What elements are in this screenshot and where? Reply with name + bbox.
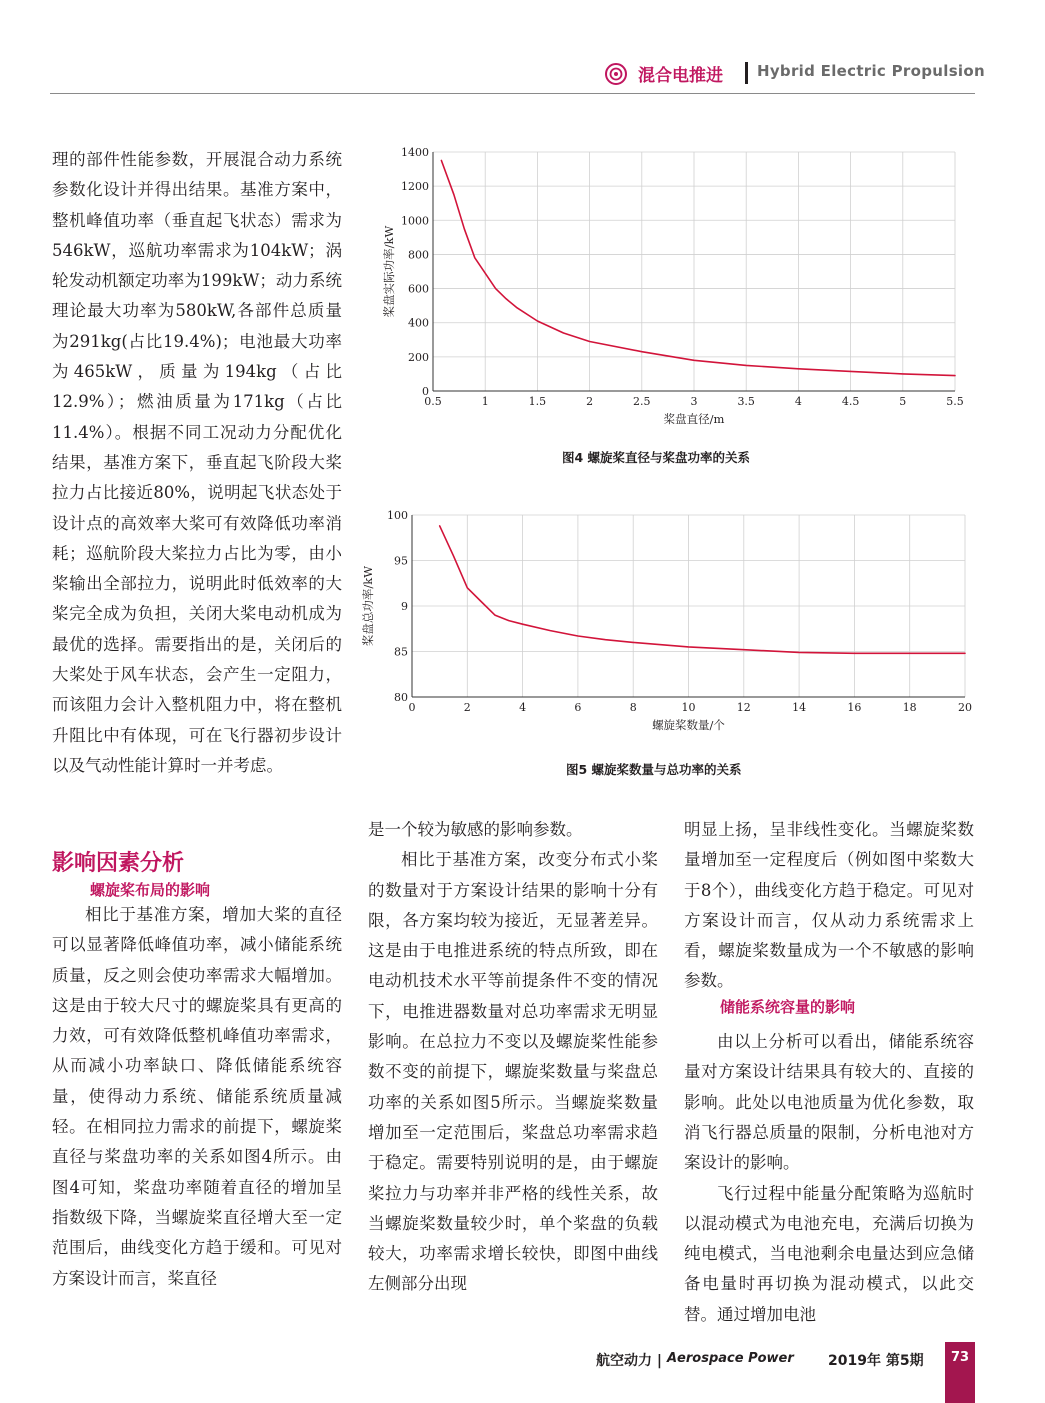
x-axis-label: 螺旋桨数量/个: [652, 718, 725, 732]
column-1-bottom: [52, 900, 342, 1294]
figure-4-chart: [360, 140, 980, 440]
x-tick-label: 20: [958, 701, 972, 714]
x-tick-label: 3.5: [737, 395, 755, 408]
journal-logo-icon: [605, 63, 627, 85]
y-tick-label: 1200: [401, 180, 429, 194]
series-line: [440, 526, 965, 653]
y-tick-label: 80: [394, 691, 408, 704]
y-tick-label: 200: [408, 350, 429, 364]
paragraph: 飞行过程中能量分配策略为巡航时以混动模式为电池充电，充满后切换为纯电模式，当电池剩余电量达到应急储备电量时再切换为混动模式，以此交替。通过增加电池: [684, 1183, 974, 1324]
x-tick-label: 10: [681, 701, 696, 714]
figure-5-chart: [360, 505, 980, 750]
page-header: [0, 0, 1045, 100]
x-tick-label: 0: [408, 701, 416, 714]
header-rule: [50, 93, 975, 94]
y-tick-label: 800: [408, 248, 429, 262]
x-tick-label: 4.5: [841, 395, 860, 408]
x-tick-label: 5: [899, 395, 907, 408]
paragraph: 由以上分析可以看出，储能系统容量对方案设计结果具有较大的、直接的影响。此处以电池质量为优化参数，取消飞行器总质量的限制，分析电池对方案设计的影响。: [684, 1032, 974, 1173]
footer-issue: 2019年 第5期: [828, 1353, 924, 1369]
y-tick-label: 600: [408, 282, 429, 296]
header-divider: [745, 62, 748, 84]
x-tick-label: 2.5: [633, 395, 651, 408]
figure-5-caption: 图5 螺旋桨数量与总功率的关系: [566, 762, 742, 777]
section-name-cn: 混合电推进: [638, 66, 723, 86]
x-axis-label: 桨盘直径/m: [663, 412, 725, 426]
paragraph: 相比于基准方案，改变分布式小桨的数量对于方案设计结果的影响十分有限，各方案均较为接近，无显著差异。这是由于电推进系统的特点所致，即在电动机技术水平等前提条件不变的情况下，电推进器数量对总功率需求无明显影响。在总拉力不变以及螺旋桨性能参数不变的前提下，螺旋桨数量与桨盘总功率的关系如图5所示。当螺旋桨数量增加至一定范围后，桨盘总功率需求趋于稳定。需要特别说明的是，由于螺旋桨拉力与功率并非严格的线性关系，故当螺旋桨数量较少时，单个桨盘的负载较大，功率需求增长较快，即图中曲线左侧部分出现: [368, 850, 658, 1294]
x-tick-label: 1.5: [528, 395, 547, 408]
paragraph: 是一个较为敏感的影响参数。: [368, 820, 583, 839]
subsection-title-storage: 储能系统容量的影响: [720, 998, 856, 1016]
column-1-top: [52, 145, 342, 781]
x-tick-label: 14: [792, 701, 807, 714]
series-line: [441, 161, 955, 376]
section-name-en: Hybrid Electric Propulsion: [757, 62, 985, 80]
footer-journal-en: Aerospace Power: [667, 1351, 794, 1366]
figure-4-caption: 图4 螺旋桨直径与桨盘功率的关系: [562, 450, 751, 465]
y-tick-label: 1000: [401, 214, 429, 228]
y-tick-label: 95: [394, 554, 408, 568]
y-axis-label: 桨盘总功率/kW: [361, 565, 375, 647]
x-tick-label: 2: [586, 395, 594, 408]
subsection-title-propeller: 螺旋桨布局的影响: [90, 881, 211, 899]
x-tick-label: 8: [629, 701, 637, 714]
y-axis-label: 桨盘实际功率/kW: [382, 225, 396, 318]
x-tick-label: 18: [902, 701, 917, 714]
paragraph: 相比于基准方案，增加大桨的直径可以显著降低峰值功率，减小储能系统质量，反之则会使功率需求大幅增加。这是由于较大尺寸的螺旋桨具有更高的力效，可有效降低整机峰值功率需求，从而减小功率缺口、降低储能系统容量，使得动力系统、储能系统质量减轻。在相同拉力需求的前提下，螺旋桨直径与桨盘功率的关系如图4所示。由图4可知，桨盘功率随着直径的增加呈指数级下降，当螺旋桨直径增大至一定范围后，曲线变化方趋于缓和。可见对方案设计而言，桨直径: [52, 905, 342, 1288]
x-tick-label: 3: [690, 395, 698, 408]
x-tick-label: 0.5: [424, 395, 442, 408]
y-tick-label: 85: [394, 645, 408, 659]
column-2: [368, 815, 658, 1300]
x-tick-label: 4: [794, 395, 802, 408]
x-tick-label: 16: [847, 701, 862, 714]
x-tick-label: 1: [481, 395, 489, 408]
x-tick-label: 2: [463, 701, 471, 714]
x-tick-label: 6: [574, 701, 582, 714]
section-title: 影响因素分析: [52, 851, 185, 876]
footer-journal-cn: 航空动力 |: [596, 1353, 662, 1369]
y-tick-label: 0: [422, 385, 429, 398]
paragraph: 理的部件性能参数，开展混合动力系统参数化设计并得出结果。基准方案中，整机峰值功率（垂直起飞状态）需求为546kW，巡航功率需求为104kW；涡轮发动机额定功率为199kW；动力系统理论最大功率为580kW,各部件总质量为291kg(占比19.4%)；电池最大功率为465kW，质量为194kg（占比12.9%）；燃油质量为171kg（占比11.4%）。根据不同工况动力分配优化结果，基准方案下，垂直起飞阶段大桨拉力占比接近80%，说明起飞状态处于设计点的高效率大桨可有效降低功率消耗；巡航阶段大桨拉力占比为零，由小桨输出全部拉力，说明此时低效率的大桨完全成为负担，关闭大桨电动机成为最优的选择。需要指出的是，关闭后的大桨处于风车状态，会产生一定阻力，而该阻力会计入整机阻力中，将在整机升阻比中有体现，可在飞行器初步设计以及气动性能计算时一并考虑。: [52, 150, 342, 775]
paragraph: 明显上扬，呈非线性变化。当螺旋桨数量增加至一定程度后（例如图中桨数大于8个），曲线变化方趋于稳定。可见对方案设计而言，仅从动力系统需求上看，螺旋桨数量成为一个不敏感的影响参数。: [684, 820, 974, 991]
y-tick-label: 400: [408, 316, 429, 330]
column-3: [684, 815, 974, 1330]
x-tick-label: 12: [736, 701, 751, 714]
x-tick-label: 5.5: [946, 395, 964, 408]
y-tick-label: 100: [387, 509, 408, 522]
page-number: 73: [950, 1350, 970, 1365]
x-tick-label: 4: [519, 701, 527, 714]
y-tick-label: 9: [401, 600, 408, 613]
y-tick-label: 1400: [401, 146, 429, 159]
